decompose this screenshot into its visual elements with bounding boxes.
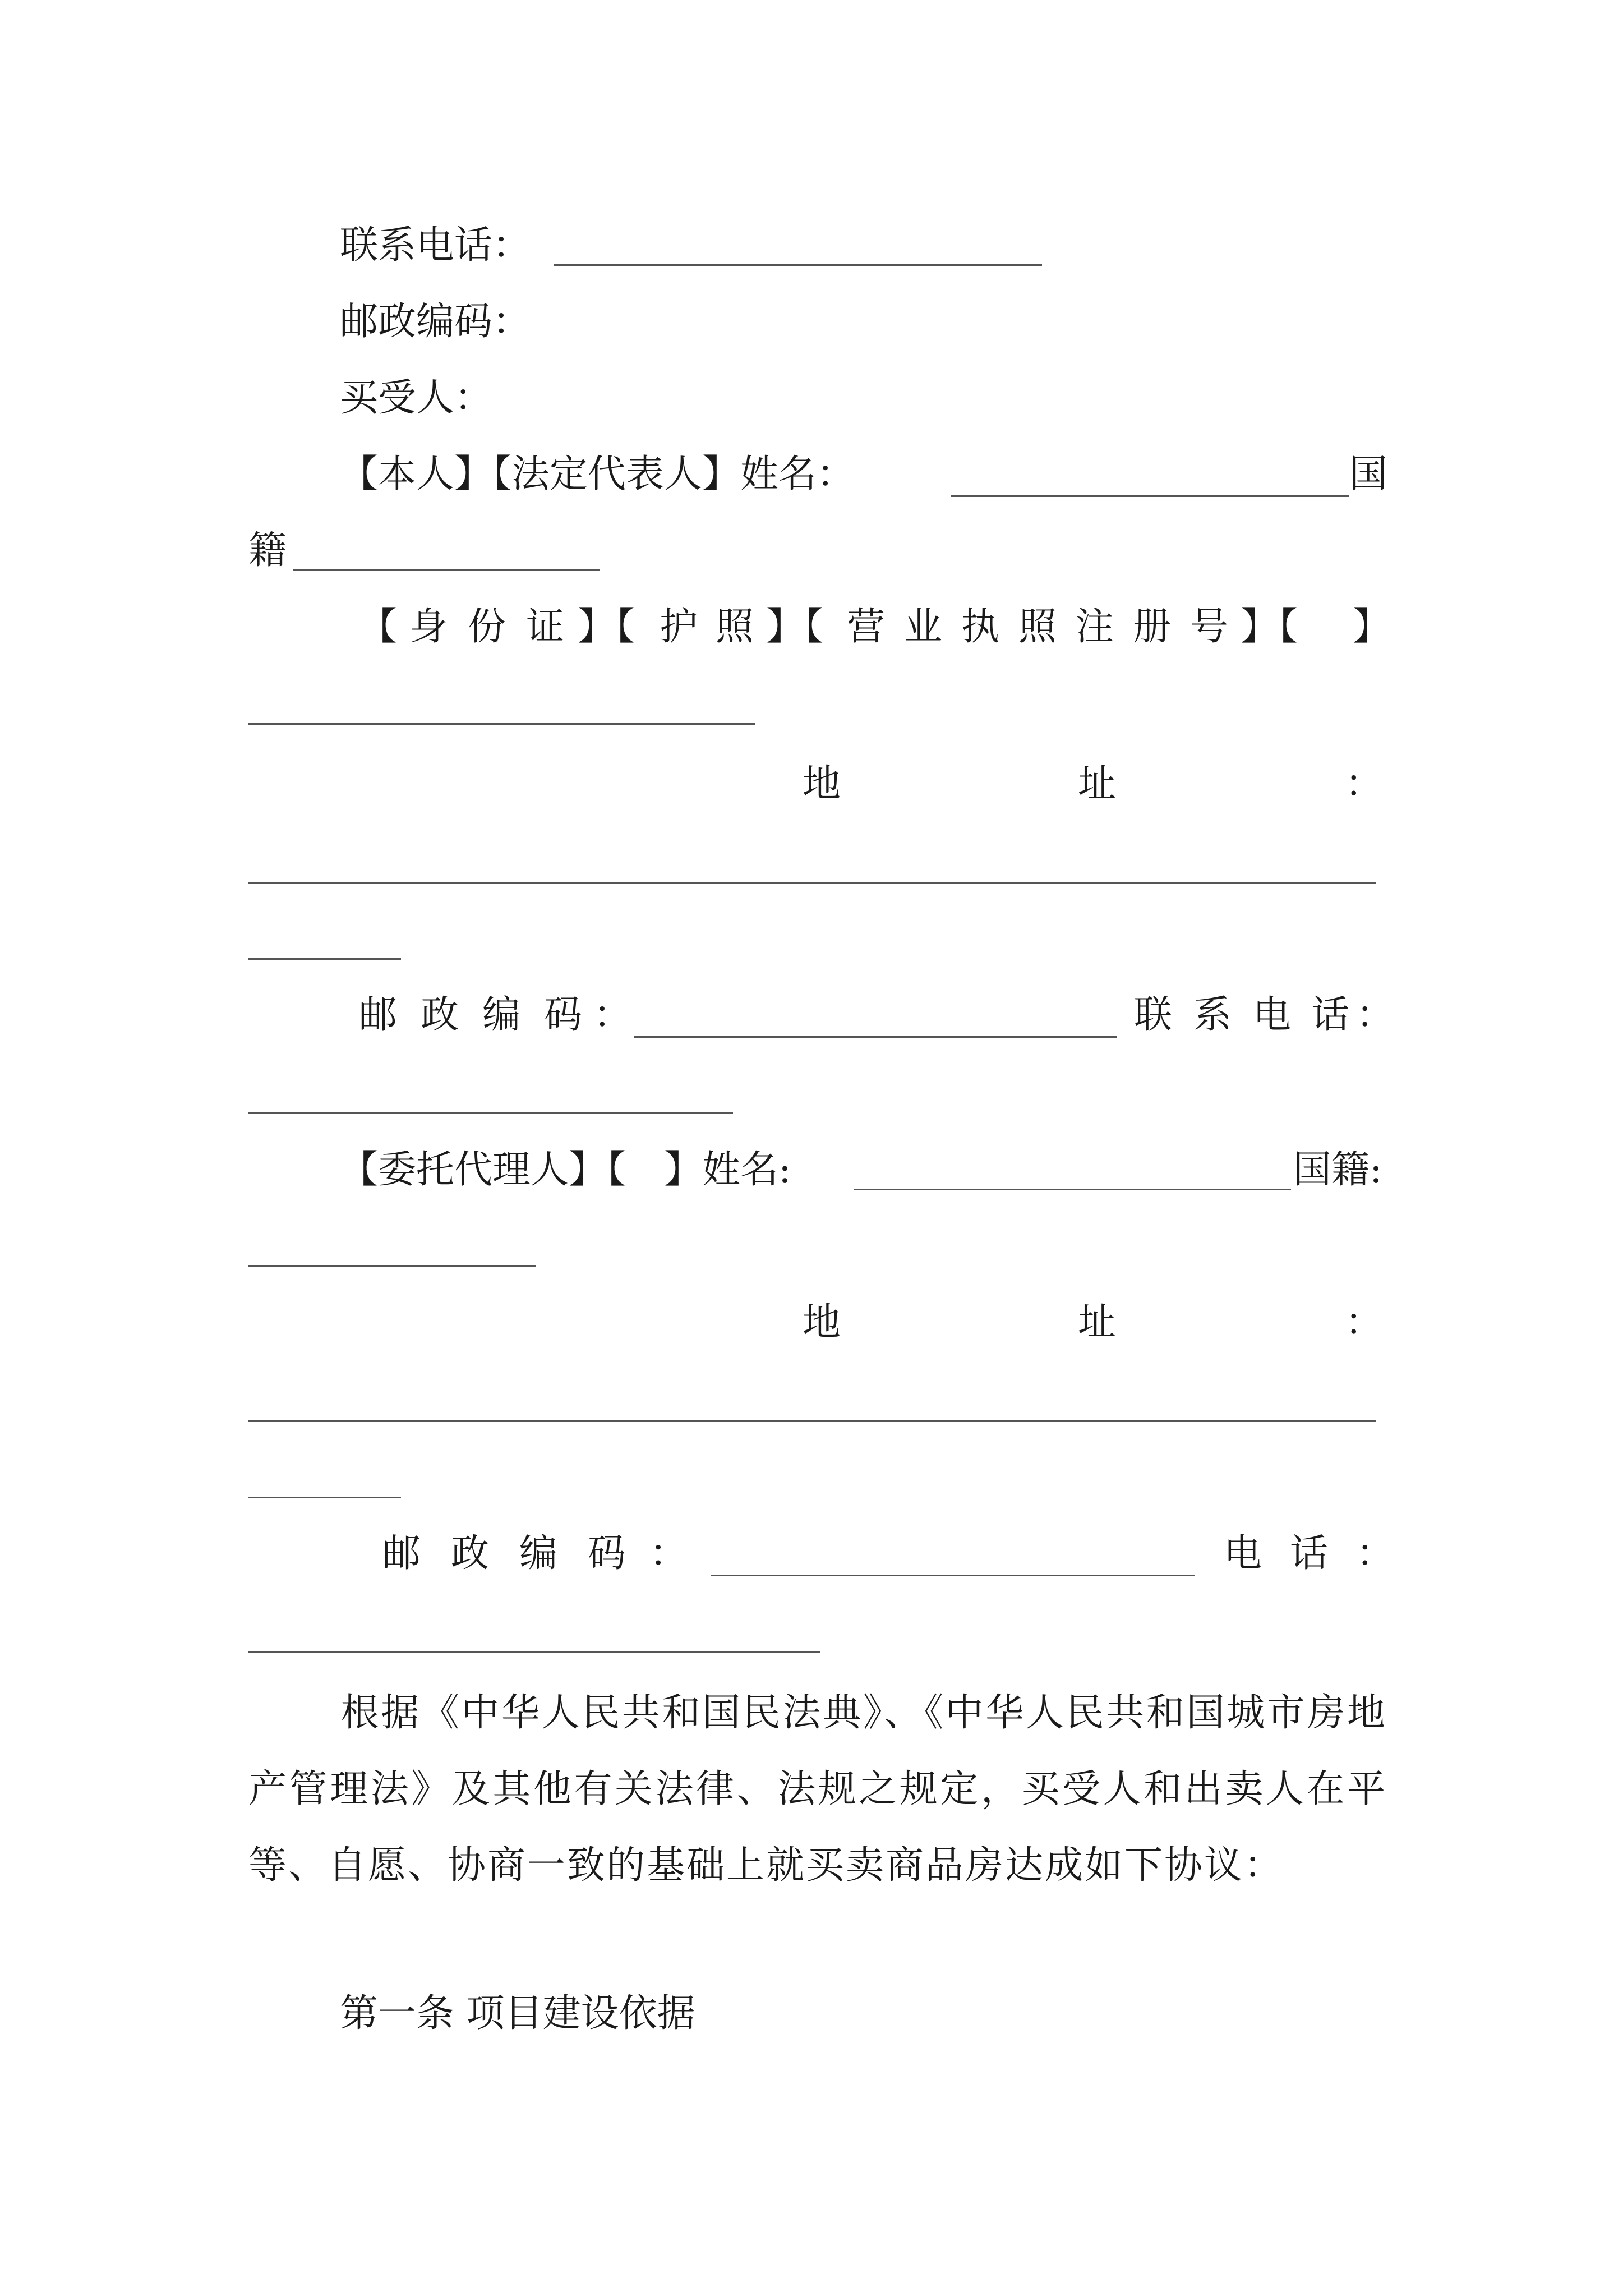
agent-postcode-char: 码 [588,1531,626,1576]
agent-label: 【委托代理人】【 】姓名: [340,1148,791,1192]
buyer-phone-colon: ： [1356,993,1395,1037]
buyer-phone-blank[interactable] [248,1112,733,1114]
agent-phone-colon: ： [1356,1531,1395,1576]
agent-phone-char: 话 [1290,1531,1329,1576]
agent-name-blank[interactable] [854,1189,1291,1190]
agent-postcode-char: 编 [519,1531,558,1576]
buyer-name-blank[interactable] [951,495,1349,497]
buyer-postcode-blank[interactable] [634,1036,1117,1038]
buyer-address-colon: ： [1345,762,1384,806]
buyer-id-char: 照 [716,605,754,649]
buyer-postcode-char: 邮 [359,993,398,1037]
buyer-id-char: 注 [1076,605,1114,649]
agent-postcode-blank[interactable] [711,1575,1195,1576]
buyer-address-char: 地 [803,762,841,806]
buyer-nationality-blank[interactable] [293,569,600,571]
buyer-id-char: 】【 [1241,605,1298,649]
seller-phone-blank[interactable] [554,264,1042,266]
agent-postcode-char: 政 [451,1531,490,1576]
buyer-postcode-char: 政 [421,993,459,1037]
buyer-id-char: 照 [1018,605,1057,649]
agent-postcode-colon: ： [649,1531,688,1576]
buyer-id-char: 身 [409,605,448,649]
buyer-nationality-char2: 籍 [248,528,287,573]
buyer-phone-char: 话 [1311,993,1350,1037]
seller-phone-label: 联系电话： [340,223,531,268]
seller-postcode-label: 邮政编码： [340,300,531,344]
buyer-phone-char: 电 [1253,993,1292,1037]
buyer-id-char: 】【 [578,605,635,649]
agent-address-char: 地 [803,1300,841,1345]
buyer-id-char: 业 [904,605,943,649]
agent-phone-char: 电 [1224,1531,1262,1576]
agent-address-blank-cont[interactable] [248,1497,401,1498]
agent-nationality-blank[interactable] [248,1265,536,1267]
buyer-address-blank[interactable] [248,882,1376,884]
buyer-phone-char: 联 [1134,993,1173,1037]
buyer-nationality-char1: 国 [1349,452,1388,496]
agent-address-blank[interactable] [248,1420,1376,1422]
buyer-id-char: 】【 [766,605,824,649]
buyer-postcode-char: 编 [482,993,521,1037]
buyer-id-blank[interactable] [248,723,755,725]
buyer-id-char: 证 [526,605,565,649]
buyer-id-char: 册 [1133,605,1172,649]
buyer-id-char: 护 [660,605,698,649]
buyer-heading: 买受人： [340,376,493,420]
agent-address-char: 址 [1078,1300,1117,1345]
agent-postcode-char: 邮 [382,1531,421,1576]
agent-nationality-label: 国籍: [1293,1148,1382,1192]
preamble-paragraph [248,1675,1387,1904]
buyer-postcode-colon: ： [593,993,632,1037]
buyer-id-char: 执 [961,605,1000,649]
agent-phone-blank[interactable] [248,1651,820,1653]
preamble-text: 根据《中华人民共和国民法典》、《中华人民共和国城市房地产管理法》及其他有关法律、法规之规定，买受人和出卖人在平等、自愿、协商一致的基础上就买卖商品房达成如下协议： [248,1691,1387,1888]
buyer-address-char: 址 [1078,762,1117,806]
buyer-id-char: 号 [1190,605,1229,649]
agent-address-colon: ： [1345,1300,1384,1345]
buyer-person-label: 【本人】【法定代表人】姓名： [340,452,855,496]
buyer-id-char: 营 [847,605,886,649]
buyer-id-char: 份 [468,605,506,649]
buyer-id-char: 】 [1353,605,1391,649]
buyer-postcode-char: 码 [544,993,583,1037]
buyer-id-char: 【 [359,605,398,649]
article-one-heading: 第一条 项目建设依据 [340,1991,695,2036]
buyer-address-blank-cont[interactable] [248,958,401,960]
buyer-phone-char: 系 [1193,993,1232,1037]
